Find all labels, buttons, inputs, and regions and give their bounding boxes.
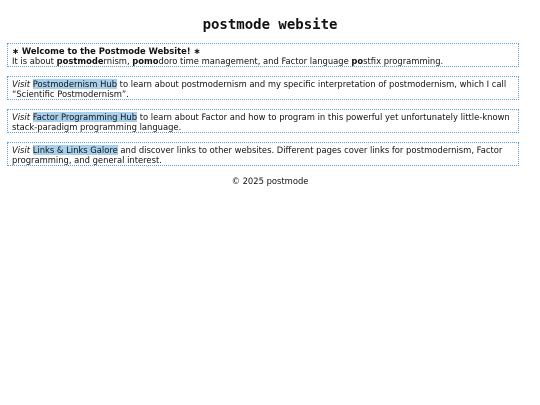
visit-label: Visit — [12, 79, 31, 89]
welcome-box — [7, 43, 519, 67]
intro-postmode-bold: postmode — [56, 56, 104, 66]
postmodernism-hub-box — [7, 76, 519, 100]
links-galore-link[interactable]: Links & Links Galore — [32, 145, 118, 155]
factor-hub-box — [7, 109, 519, 133]
page-title: postmode website — [202, 17, 338, 33]
visit-label: Visit — [12, 145, 31, 155]
visit-label: Visit — [12, 112, 31, 122]
postmodernism-hub-description: to learn about postmodernism and my specific interpretation of postmodernism, which I call “Scientific Postmodernism”. — [12, 79, 507, 99]
intro-pomo-rest: doro time management, and Factor language — [158, 56, 352, 66]
intro-po-bold: po — [351, 56, 364, 66]
welcome-intro — [12, 56, 514, 66]
links-galore-text — [12, 145, 514, 165]
intro-prefix: It is about — [12, 56, 57, 66]
postmodernism-hub-text — [12, 79, 514, 99]
factor-hub-text — [12, 112, 514, 132]
intro-po-rest: stfix programming. — [363, 56, 444, 66]
links-galore-description: and discover links to other websites. Different pages cover links for postmodernism, Factor programming, and general interest. — [12, 145, 503, 165]
factor-programming-hub-link[interactable]: Factor Programming Hub — [32, 112, 138, 122]
footer-copyright: © 2025 postmode — [231, 176, 309, 186]
factor-hub-description: to learn about Factor and how to program in this powerful yet unfortunately little-known stack-paradigm programming language. — [12, 112, 510, 132]
links-galore-box — [7, 142, 519, 166]
intro-pomo-bold: pomo — [132, 56, 159, 66]
intro-postmode-rest: rnism, — [103, 56, 133, 66]
welcome-heading: ∗ Welcome to the Postmode Website! ∗ — [12, 46, 201, 56]
postmodernism-hub-link[interactable]: Postmodernism Hub — [32, 79, 118, 89]
